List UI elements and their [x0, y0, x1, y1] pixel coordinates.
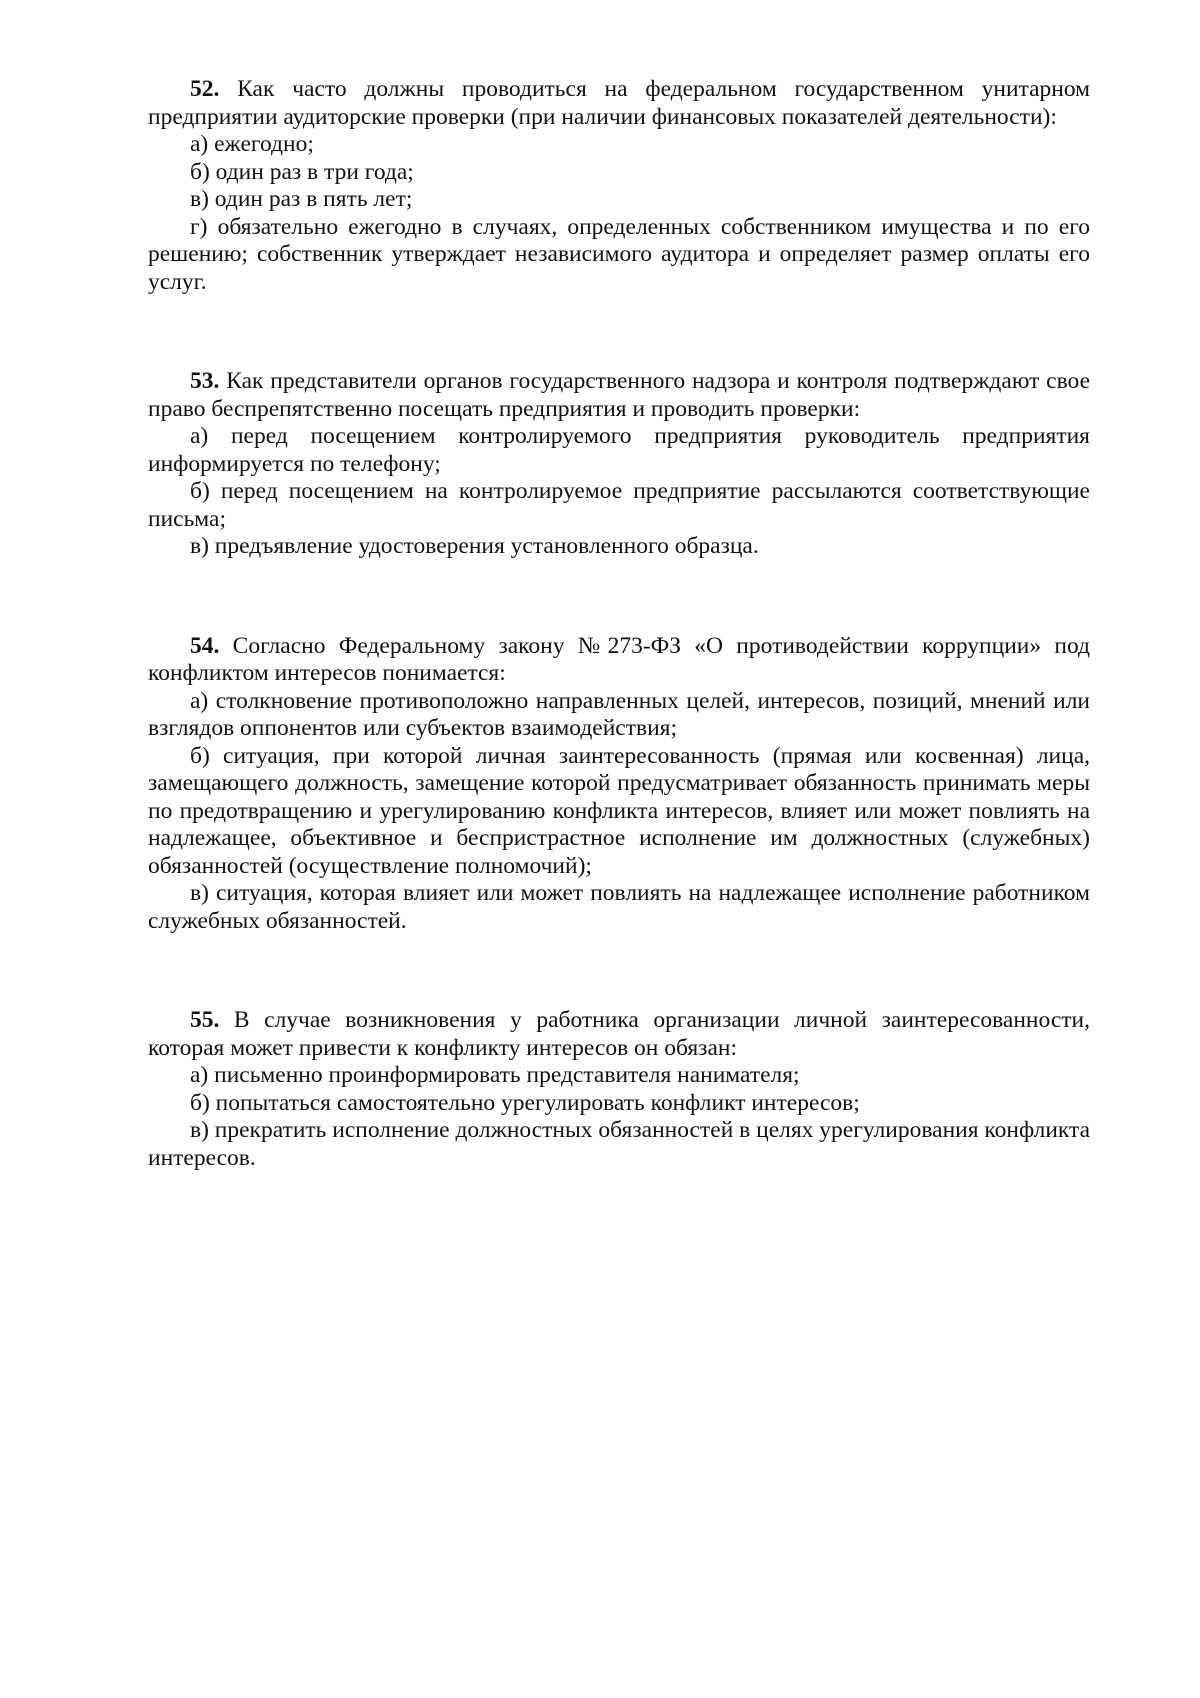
- question-text: [148, 633, 1090, 688]
- answer-option: в) прекратить исполнение должностных обязанностей в целях урегулирования конфликта интересов.: [148, 1117, 1091, 1171]
- question-55: [148, 1007, 1090, 1172]
- question-53: [148, 368, 1090, 561]
- question-text: [148, 368, 1090, 423]
- question-body: Согласно Федеральному закону №273-ФЗ «О противодействии коррупции» под конфликтом интересов понимается:: [148, 632, 1090, 686]
- question-number: 55.: [190, 1007, 220, 1033]
- answer-options: [148, 1062, 1090, 1172]
- answer-option: б) ситуация, при которой личная заинтересованность (прямая или косвенная) лица, замещающего должность, замещение которой предусматривает обязанность принимать меры по предотвращению и урегулированию конфликта интересов, влияет или может повлиять на надлежащее, объективное и беспристрастное исполнение им должностных (служебных) обязанностей (осуществление полномочий);: [148, 742, 1090, 879]
- answer-option: б) попытаться самостоятельно урегулировать конфликт интересов;: [190, 1089, 860, 1116]
- answer-option: в) предъявление удостоверения установленного образца.: [190, 533, 759, 559]
- answer-options: [148, 423, 1090, 561]
- question-text: [148, 76, 1090, 131]
- answer-option: а) перед посещением контролируемого предприятия руководитель предприятия информируется по телефону;: [148, 423, 1090, 477]
- answer-option: в) ситуация, которая влияет или может повлиять на надлежащее исполнение работником служебных обязанностей.: [148, 880, 1090, 934]
- question-text: [148, 1007, 1090, 1062]
- question-number: 54.: [190, 632, 220, 659]
- question-number: 52.: [190, 76, 220, 102]
- answer-option: б) один раз в три года;: [190, 158, 414, 185]
- question-number: 53.: [190, 368, 220, 394]
- question-body: Как часто должны проводиться на федеральном государственном унитарном предприятии аудиторские проверки (при наличии финансовых показателей деятельности):: [148, 76, 1091, 130]
- answer-option: а) письменно проинформировать представителя нанимателя;: [190, 1062, 800, 1088]
- answer-option: г) обязательно ежегодно в случаях, определенных собственником имущества и по его решению; собственник утверждает независимого аудитора и определяет размер оплаты его услуг.: [148, 213, 1090, 295]
- question-52: [148, 76, 1090, 296]
- answer-options: [148, 688, 1090, 936]
- answer-option: в) один раз в пять лет;: [190, 186, 413, 212]
- answer-option: а) ежегодно;: [190, 131, 314, 157]
- answer-option: б) перед посещением на контролируемое предприятие рассылаются соответствующие письма;: [148, 478, 1090, 532]
- question-body: Как представители органов государственного надзора и контроля подтверждают свое право беспрепятственно посещать предприятия и проводить проверки:: [148, 368, 1091, 422]
- question-54: [148, 633, 1090, 936]
- answer-option: а) столкновение противоположно направленных целей, интересов, позиций, мнений или взглядов оппонентов или субъектов взаимодействия;: [148, 687, 1090, 741]
- answer-options: [148, 131, 1090, 296]
- question-body: В случае возникновения у работника организации личной заинтересованности, которая может привести к конфликту интересов он обязан:: [148, 1007, 1090, 1061]
